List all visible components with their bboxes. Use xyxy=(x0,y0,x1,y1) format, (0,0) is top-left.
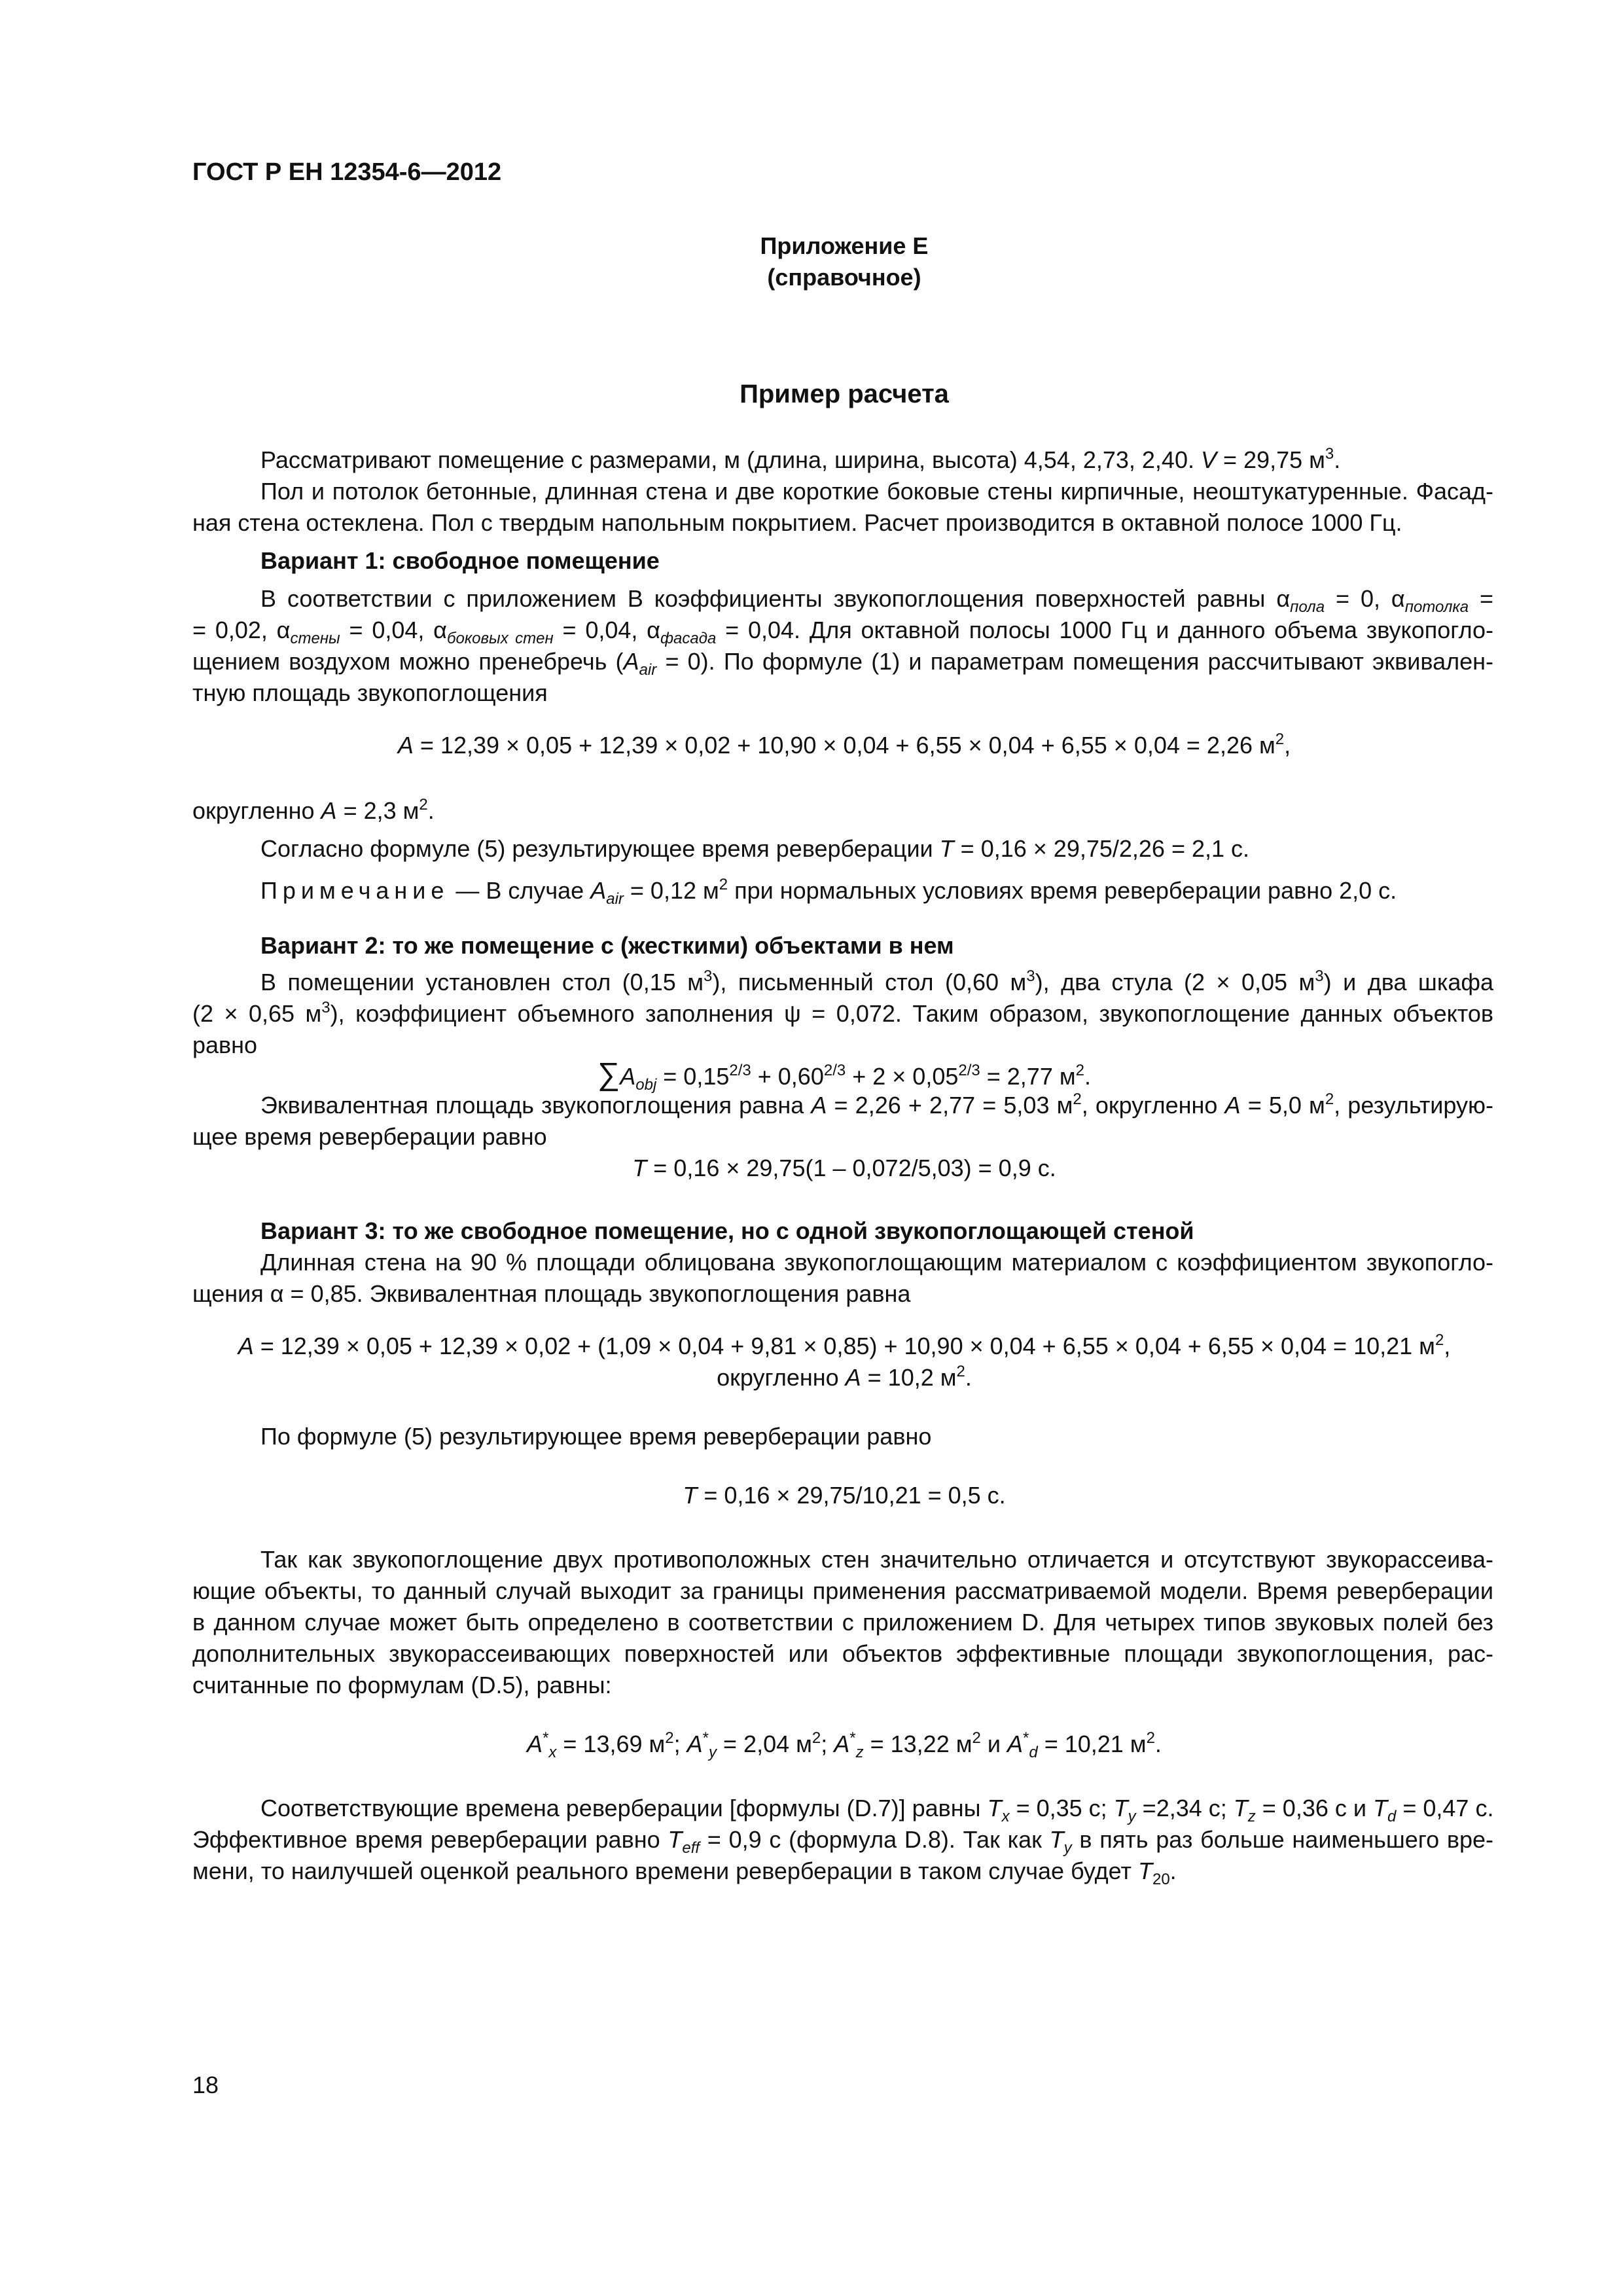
annex-type: (справочное) xyxy=(767,264,921,291)
page-number: 18 xyxy=(192,2072,219,2098)
variant1-line-2: = 0,02, $\alpha_{стены} = 0,04$, $\alpha_{боковых стен} = 0,04$, $\alpha_{фасада} = 0,04$. Для октавной полосы 1000 Гц и данного объема звукопогло- xyxy=(192,617,1493,647)
variant3-line-1: Длинная стена на 90 % площади облицована звукопоглощающим материалом с коэффициентом звукопогло- xyxy=(260,1249,1493,1276)
variant2-equiv-line-2: щее время реверберации равно xyxy=(192,1123,547,1150)
variant3-formula-3: $A^*_x = 13,69$ $м^2$; $A^*_y = 2,04$ $м^2$; $A^*_z = 13,22$ $м^2$ и $A^*_d = 10,21$ $м^2$. xyxy=(527,1729,1162,1761)
variant1-line-3: щением воздухом можно пренебречь $(A_{air} = 0)$. По формуле (1) и параметрам помещения рассчитывают эквивален- xyxy=(192,648,1493,679)
document-header: ГОСТ Р ЕН 12354-6—2012 xyxy=(192,158,502,186)
variant3-line-2: щения α = 0,85. Эквивалентная площадь звукопоглощения равна xyxy=(192,1280,911,1307)
variant3-para-line-5: считанные по формулам (D.5), равны: xyxy=(192,1672,612,1698)
variant3-formula-1: A = 12,39 × 0,05 + 12,39 × 0,02 + (1,09 × 0,04 + 9,81 × 0,85) + 10,90 × 0,04 + 6,55 × 0,04 + 6,55 × 0,04 = 10,21 $м^2$, xyxy=(238,1331,1451,1359)
note-label: Примечание xyxy=(260,877,450,904)
variant3-by-formula: По формуле (5) результирующее время реверберации равно xyxy=(260,1423,932,1450)
variant3-para-line-1: Так как звукопоглощение двух противоположных стен значительно отличается и отсутствуют звукорассеива- xyxy=(260,1546,1493,1573)
variant3-rounded: округленно A = 10,2 $м^2$. xyxy=(717,1363,972,1391)
variant1-formula: A = 12,39 × 0,05 + 12,39 × 0,02 + 10,90 × 0,04 + 6,55 × 0,04 + 6,55 × 0,04 = 2,26 $м^2$, xyxy=(397,730,1291,759)
variant1-heading: Вариант 1: свободное помещение xyxy=(260,547,660,574)
variant2-line-3: равно xyxy=(192,1031,258,1058)
variant1-line-1: В соответствии с приложением B коэффициенты звукопоглощения поверхностей равны $\alpha_{пола} = 0$, $\alpha_{потолка}$ = xyxy=(260,585,1493,616)
variant2-equiv-line-1: Эквивалентная площадь звукопоглощения равна A = 2,26 + 2,77 = 5,03 $м^2$, округленно A = 5,0 $м^2$, результирую- xyxy=(260,1090,1494,1119)
variant3-para-line-4: дополнительных звукорассеивающих поверхностей или объектов эффективные площади звукопоглощения, рас- xyxy=(192,1640,1493,1667)
variant3-final-line-1: Соответствующие времена реверберации [формулы (D.7)] равны $T_x = 0,35$ с; $T_y =2,34$ с; $T_z = 0,36$ с и $T_d = 0,47$ с. xyxy=(260,1795,1494,1825)
section-title: Пример расчета xyxy=(740,380,949,408)
variant2-formula-1: $\sum A_{obj} = 0,15^{2/3} + 0,60^{2/3} + 2 \times 0,05^{2/3} = 2,77$ $м^2$. xyxy=(597,1057,1091,1094)
variant3-para-line-3: в данном случае может быть определено в соответствии с приложением D. Для четырех типов звуковых полей без xyxy=(192,1609,1493,1636)
variant1-line-4: тную площадь звукопоглощения xyxy=(192,679,548,706)
variant2-heading: Вариант 2: то же помещение с (жесткими) объектами в нем xyxy=(260,932,954,959)
variant2-formula-2: T = 0,16 × 29,75(1 – 0,072/5,03) = 0,9 с. xyxy=(632,1155,1056,1181)
annex-label: Приложение E xyxy=(760,232,929,259)
variant1-reverb: Согласно формуле (5) результирующее время реверберации T = 0,16 × 29,75/2,26 = 2,1 с. xyxy=(260,835,1250,862)
variant3-formula-2: T = 0,16 × 29,75/10,21 = 0,5 с. xyxy=(683,1482,1006,1509)
variant3-final-line-3: мени, то наилучшей оценкой реального времени реверберации в таком случае будет $T_{20}$. xyxy=(192,1857,1177,1888)
intro-line-1: Рассматривают помещение с размерами, м (длина, ширина, высота) 4,54, 2,73, 2,40. V = 29,75 $м^3$. xyxy=(260,445,1341,473)
variant2-line-1: В помещении установлен стол (0,15 $м^3$), письменный стол (0,60 $м^3$), два стула (2 × 0,05 $м^3$) и два шкафа xyxy=(260,967,1494,996)
variant1-note: Примечание — В случае $A_{air} = 0,12$ $м^2$ при нормальных условиях время реверберации равно 2,0 с. xyxy=(260,876,1397,908)
variant2-line-2: (2 × 0,65 $м^3$), коэффициент объемного заполнения ψ = 0,072. Таким образом, звукопоглощение данных объектов xyxy=(192,999,1493,1027)
intro-line-2: Пол и потолок бетонные, длинная стена и две короткие боковые стены кирпичные, неоштукатуренные. Фасад- xyxy=(260,478,1493,505)
variant3-final-line-2: Эффективное время реверберации равно $T_{eff} = 0,9$ с (формула D.8). Так как $T_y$ в пять раз больше наименьшего вре- xyxy=(192,1826,1494,1857)
variant1-rounded: округленно A = 2,3 $м^2$. xyxy=(192,796,435,824)
intro-line-3: ная стена остеклена. Пол с твердым напольным покрытием. Расчет производится в октавной полосе 1000 Гц. xyxy=(192,509,1402,536)
variant3-para-line-2: ющие объекты, то данный случай выходит за границы применения рассматриваемой модели. Время реверберации xyxy=(192,1577,1493,1604)
variant3-heading: Вариант 3: то же свободное помещение, но с одной звукопоглощающей стеной xyxy=(260,1217,1194,1244)
